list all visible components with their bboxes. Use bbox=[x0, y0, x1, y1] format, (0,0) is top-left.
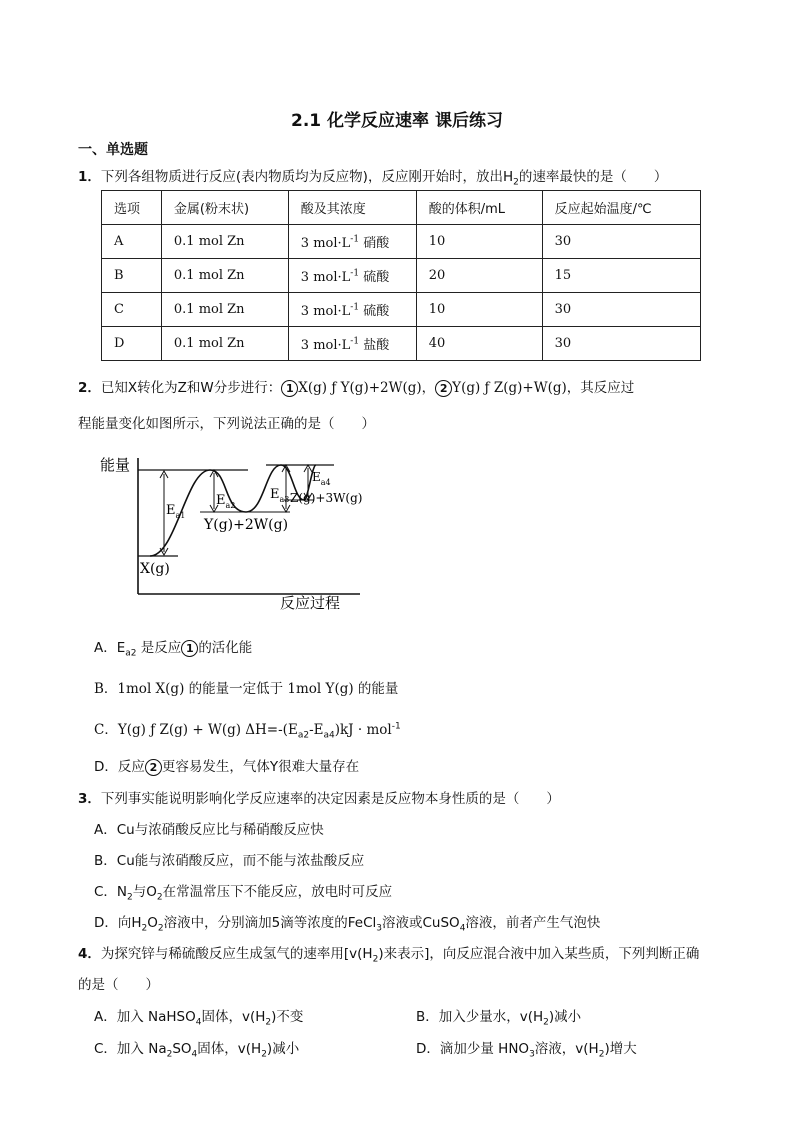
subscript: 2 bbox=[127, 892, 133, 903]
table-cell: 40 bbox=[416, 327, 542, 361]
subscript: a4 bbox=[323, 730, 335, 741]
option-text: )减小 bbox=[548, 1009, 582, 1025]
question-2-stem bbox=[78, 376, 634, 397]
ea4-label: $E_{a4}$ bbox=[312, 470, 331, 487]
question-3-option-d bbox=[94, 911, 600, 934]
question-2-option-b: B．1mol X(g) 的能量一定低于 1mol Y(g) 的能量 bbox=[94, 681, 399, 697]
circled-number: 2 bbox=[435, 380, 452, 397]
superscript: -1 bbox=[391, 721, 401, 732]
y-axis-label: 能量 bbox=[100, 456, 131, 474]
table-header-cell: 酸的体积/mL bbox=[416, 191, 542, 225]
table-cell: 15 bbox=[542, 259, 700, 293]
option-text: 是反应 bbox=[136, 640, 182, 656]
option-text: A．E bbox=[94, 640, 126, 656]
stem-text: 下列事实能说明影响化学反应速率的决定因素是反应物本身性质的是（ ） bbox=[100, 791, 560, 807]
ea3-label: $E_{a3}$ bbox=[270, 487, 290, 504]
question-3-option-c bbox=[94, 880, 392, 903]
z-species-label: Z(g)+3W(g) bbox=[290, 491, 363, 505]
table-cell: 0.1 mol Zn bbox=[161, 293, 288, 327]
superscript: -1 bbox=[350, 302, 360, 313]
option-text: 溶液或CuSO bbox=[382, 915, 460, 931]
question-number: 1． bbox=[78, 169, 101, 185]
circled-number: 2 bbox=[145, 759, 162, 776]
acid-name: 硫酸 bbox=[363, 304, 390, 319]
equation: X(g) ƒ Y(g)+2W(g) bbox=[298, 380, 422, 396]
acid-name: 盐酸 bbox=[363, 338, 390, 353]
option-text: )增大 bbox=[604, 1041, 637, 1057]
stem-text: ，其反应过 bbox=[566, 380, 635, 396]
subscript: 4 bbox=[195, 1017, 202, 1028]
option-text: -E bbox=[309, 722, 324, 738]
option-text: O bbox=[147, 915, 158, 931]
option-text: )kJ · mol bbox=[334, 722, 392, 738]
section-heading: 一、单选题 bbox=[78, 142, 148, 158]
table-cell bbox=[288, 327, 416, 361]
table-header-row bbox=[102, 191, 701, 225]
table-cell: 0.1 mol Zn bbox=[161, 225, 288, 259]
stem-text: 为探究锌与稀硫酸反应生成氢气的速率用[v(H bbox=[100, 946, 373, 962]
question-3-option-a: A．Cu与浓硝酸反应比与稀硝酸反应快 bbox=[94, 822, 324, 838]
option-text: 在常温常压下不能反应，放电时可反应 bbox=[162, 884, 393, 900]
acid-conc: 3 mol·L bbox=[300, 270, 351, 285]
acid-name: 硫酸 bbox=[363, 270, 390, 285]
question-number: 3． bbox=[78, 791, 101, 807]
table-cell: 10 bbox=[416, 225, 542, 259]
option-text: D．向H bbox=[94, 915, 142, 931]
option-text: 固体，v(H bbox=[197, 1041, 262, 1057]
page-title: 2.1 化学反应速率 课后练习 bbox=[291, 111, 503, 131]
circled-number: 1 bbox=[181, 640, 198, 657]
option-text: 溶液中，分别滴加5滴等浓度的FeCl bbox=[163, 915, 377, 931]
equation: Y(g) ƒ Z(g)+W(g) bbox=[452, 380, 567, 396]
subscript: 2 bbox=[265, 1017, 272, 1028]
option-text: 溶液，前者产生气泡快 bbox=[465, 915, 601, 931]
option-text: D．滴加少量 HNO bbox=[416, 1041, 530, 1057]
superscript: -1 bbox=[350, 268, 360, 279]
table-cell: 30 bbox=[542, 293, 700, 327]
question-2-option-a bbox=[94, 636, 252, 659]
question-2-option-c bbox=[94, 718, 401, 741]
table-cell bbox=[288, 293, 416, 327]
subscript: 3 bbox=[529, 1049, 535, 1060]
table-header-cell: 酸及其浓度 bbox=[288, 191, 416, 225]
acid-name: 硝酸 bbox=[363, 236, 390, 251]
ea1-label: $E_{a1}$ bbox=[166, 503, 186, 520]
option-text: )不变 bbox=[271, 1009, 304, 1025]
question-4-stem-cont: 的是（ ） bbox=[78, 977, 159, 993]
subscript: 2 bbox=[372, 954, 379, 965]
option-text: SO bbox=[172, 1041, 192, 1057]
subscript: a2 bbox=[125, 648, 137, 659]
options-table bbox=[101, 190, 701, 361]
table-row bbox=[102, 259, 701, 293]
table-cell: 20 bbox=[416, 259, 542, 293]
acid-conc: 3 mol·L bbox=[300, 338, 351, 353]
stem-text: 已知X转化为Z和W分步进行： bbox=[100, 380, 282, 396]
subscript: 2 bbox=[141, 923, 148, 934]
y-species-label: Y(g)+2W(g) bbox=[204, 517, 289, 533]
question-3-stem bbox=[78, 787, 560, 807]
x-axis-label: 反应过程 bbox=[280, 594, 341, 612]
table-cell: 30 bbox=[542, 327, 700, 361]
subscript: 2 bbox=[261, 1049, 267, 1060]
question-4-option-d bbox=[416, 1037, 637, 1060]
question-4-option-a bbox=[94, 1005, 303, 1028]
table-cell: 30 bbox=[542, 225, 700, 259]
table-cell: 10 bbox=[416, 293, 542, 327]
table-cell bbox=[288, 225, 416, 259]
option-text: )减小 bbox=[266, 1041, 300, 1057]
option-text: 溶液，v(H bbox=[534, 1041, 599, 1057]
table-row bbox=[102, 327, 701, 361]
superscript: -1 bbox=[350, 234, 360, 245]
table-cell: B bbox=[102, 259, 162, 293]
table-cell: 0.1 mol Zn bbox=[161, 259, 288, 293]
table-row bbox=[102, 293, 701, 327]
option-text: D．反应 bbox=[94, 759, 145, 775]
subscript: 2 bbox=[156, 892, 163, 903]
table-header-cell: 选项 bbox=[102, 191, 162, 225]
acid-conc: 3 mol·L bbox=[300, 236, 351, 251]
question-4-option-b bbox=[416, 1005, 581, 1028]
subscript: a2 bbox=[297, 730, 310, 741]
table-cell bbox=[288, 259, 416, 293]
question-number: 2． bbox=[78, 380, 101, 396]
question-3-option-b: B．Cu能与浓硝酸反应，而不能与浓盐酸反应 bbox=[94, 853, 365, 869]
table-cell: A bbox=[102, 225, 162, 259]
option-text: C．Y(g) ƒ Z(g) + W(g) ΔH=-(E bbox=[94, 722, 298, 738]
subscript: 2 bbox=[166, 1049, 173, 1060]
question-4-option-c bbox=[94, 1037, 299, 1060]
option-text: 更容易发生，气体Y很难大量存在 bbox=[161, 759, 360, 775]
energy-diagram bbox=[98, 448, 370, 618]
stem-text: ， bbox=[421, 380, 436, 396]
circled-number: 1 bbox=[281, 380, 298, 397]
option-text: C．加入 Na bbox=[94, 1041, 167, 1057]
question-number: 4． bbox=[78, 946, 101, 962]
table-header-cell: 金属(粉末状) bbox=[161, 191, 288, 225]
question-2-option-d bbox=[94, 755, 359, 776]
subscript: 3 bbox=[376, 923, 382, 934]
stem-text: 下列各组物质进行反应(表内物质均为反应物)，反应刚开始时，放出H bbox=[100, 169, 514, 185]
stem-text: )来表示]，向反应混合液中加入某些质，下列判断正确 bbox=[378, 946, 700, 962]
table-cell: C bbox=[102, 293, 162, 327]
option-text: 固体，v(H bbox=[201, 1009, 266, 1025]
table-cell: D bbox=[102, 327, 162, 361]
subscript: 2 bbox=[543, 1017, 549, 1028]
question-4-stem bbox=[78, 942, 699, 965]
question-1-stem bbox=[78, 165, 667, 188]
option-text: C．N bbox=[94, 884, 128, 900]
subscript: 4 bbox=[191, 1049, 198, 1060]
table-cell: 0.1 mol Zn bbox=[161, 327, 288, 361]
subscript: 2 bbox=[513, 177, 519, 188]
option-text: A．加入 NaHSO bbox=[94, 1009, 196, 1025]
subscript: 2 bbox=[157, 923, 164, 934]
question-2-stem-cont: 程能量变化如图所示，下列说法正确的是（ ） bbox=[78, 416, 375, 432]
option-text: 与O bbox=[132, 884, 157, 900]
superscript: -1 bbox=[350, 336, 360, 347]
option-text: B．加入少量水，v(H bbox=[416, 1009, 544, 1025]
option-text: 的活化能 bbox=[198, 640, 253, 656]
subscript: 4 bbox=[459, 923, 466, 934]
acid-conc: 3 mol·L bbox=[300, 304, 351, 319]
subscript: 2 bbox=[598, 1049, 605, 1060]
x-species-label: X(g) bbox=[140, 561, 170, 577]
stem-text: 的速率最快的是（ ） bbox=[518, 169, 668, 185]
ea2-label: $E_{a2}$ bbox=[216, 493, 236, 510]
table-header-cell: 反应起始温度/℃ bbox=[542, 191, 700, 225]
table-row bbox=[102, 225, 701, 259]
